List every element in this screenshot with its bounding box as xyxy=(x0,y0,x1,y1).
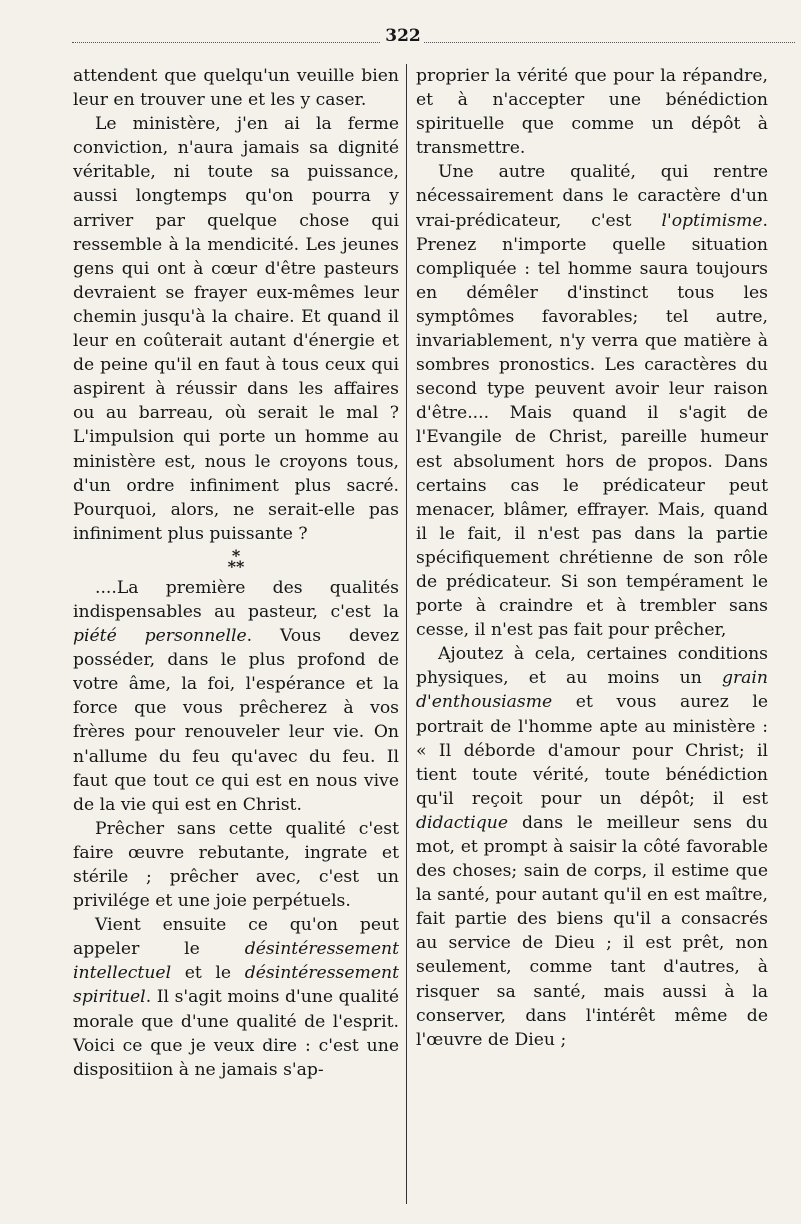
text-run: ....La première des qualités indispensables au pasteur, c'est la xyxy=(73,577,399,622)
text-run: Vient ensuite ce qu'on peut appeler le xyxy=(73,915,399,960)
emphasis: désintéressement spirituel xyxy=(73,963,399,1008)
paragraph: Le ministère, j'en ai la ferme conviction, n'aura jamais sa dignité véritable, ni toute sa puissance, aussi longtemps qu'on pourra y arriver par quelque chose qui ressemble à la mendicité. Les jeunes gens qui ont à cœur d'être pasteurs devraient se frayer eux-mêmes leur chemin jusqu'à la chaire. Et quand il leur en coûterait autant d'énergie et de peine qu'il en faut à tous ceux qui aspirent à réussir dans les affaires ou au barreau, où serait le mal ? L'impulsion qui porte un homme au ministère est, nous le croyons tous, d'un ordre infiniment plus sacré. Pourquoi, alors, ne serait-elle pas infiniment plus puissante ? xyxy=(73,114,399,544)
column-divider xyxy=(406,64,407,1204)
paragraph xyxy=(416,642,768,1052)
separator-star: * xyxy=(227,556,236,576)
text-run: . Il s'agit moins d'une qualité morale que d'une qualité de l'esprit. Voici ce que je veux dire : c'est une dispositiion à ne jamais s'ap- xyxy=(73,987,399,1080)
header-rule-right xyxy=(424,42,795,43)
emphasis: piété personnelle xyxy=(73,626,247,647)
text-run: Ajoutez à cela, certaines conditions physiques, et au moins un xyxy=(416,644,768,689)
separator-star-top: * xyxy=(231,545,241,565)
paragraph xyxy=(73,576,399,817)
text-run: dans le meilleur sens du mot, et prompt à saisir la côté favorable des choses; sain de corps, il estime que la santé, pour autant qu'il en est maître, fait partie des biens qu'il a consacrés au service de Dieu ; il est prêt, non seulement, comme tant d'autres, à risquer sa santé, mais aussi à la conserver, dans l'intérêt même de l'œuvre de Dieu ; xyxy=(416,812,768,1050)
page-number: 322 xyxy=(385,26,421,46)
text-run: . Prenez n'importe quelle situation compliquée : tel homme saura toujours en démêler d'instinct tous les symptômes favorables; tel autre, invariablement, n'y verra que matière à sombres pronostics. Les caractères du second type peuvent avoir leur raison d'être.... Mais quand il s'agit de l'Evangile de Christ, pareille humeur est absolument hors de propos. Dans certains cas le prédicateur peut menacer, blâmer, effrayer. Mais, quand il le fait, il n'est pas dans la partie spécifiquement chrétienne de son rôle de prédicateur. Si son tempérament le porte à craindre et à trembler sans cesse, il n'est pas fait pour prêcher, xyxy=(416,210,768,641)
section-separator xyxy=(73,545,399,576)
paragraph xyxy=(416,160,768,642)
separator-star: * xyxy=(236,556,245,576)
paragraph: proprier la vérité que pour la répandre, et à n'accepter une bénédiction spirituelle que comme un dépôt à transmettre. xyxy=(416,66,768,159)
emphasis: grain d'enthousiasme xyxy=(416,668,768,713)
text-run: . Vous devez posséder, dans le plus profond de votre âme, la foi, l'espérance et la force que vous prêcherez à vos frères pour renouveler leur vie. On n'allume du feu qu'avec du feu. Il faut que tout ce qui est en nous vive de la vie qui est en Christ. xyxy=(73,626,399,815)
emphasis: désintéressement intellectuel xyxy=(73,939,399,984)
text-run: Une autre qualité, qui rentre nécessairement dans le caractère d'un vrai-prédicateur, c'est xyxy=(416,162,768,231)
paragraph xyxy=(73,913,399,1082)
page-header xyxy=(72,26,795,50)
right-column xyxy=(416,64,768,1212)
separator-stars-bottom xyxy=(73,556,399,576)
text-run: et le xyxy=(171,963,245,984)
emphasis: didactique xyxy=(416,812,509,833)
paragraph: Prêcher sans cette qualité c'est faire œuvre rebutante, ingrate et stérile ; prêcher avec, c'est un privilége et une joie perpétuels. xyxy=(73,818,399,912)
emphasis: l'optimisme xyxy=(661,210,763,231)
text-run: et vous aurez le portrait de l'homme apte au ministère : « Il déborde d'amour pour Christ; il tient toute vérité, toute bénédiction qu'il reçoit pour un dépôt; il est xyxy=(416,692,768,809)
header-rule-left xyxy=(72,42,380,43)
left-column xyxy=(73,64,399,1212)
paragraph: attendent que quelqu'un veuille bien leur en trouver une et les y caser. xyxy=(73,66,399,111)
